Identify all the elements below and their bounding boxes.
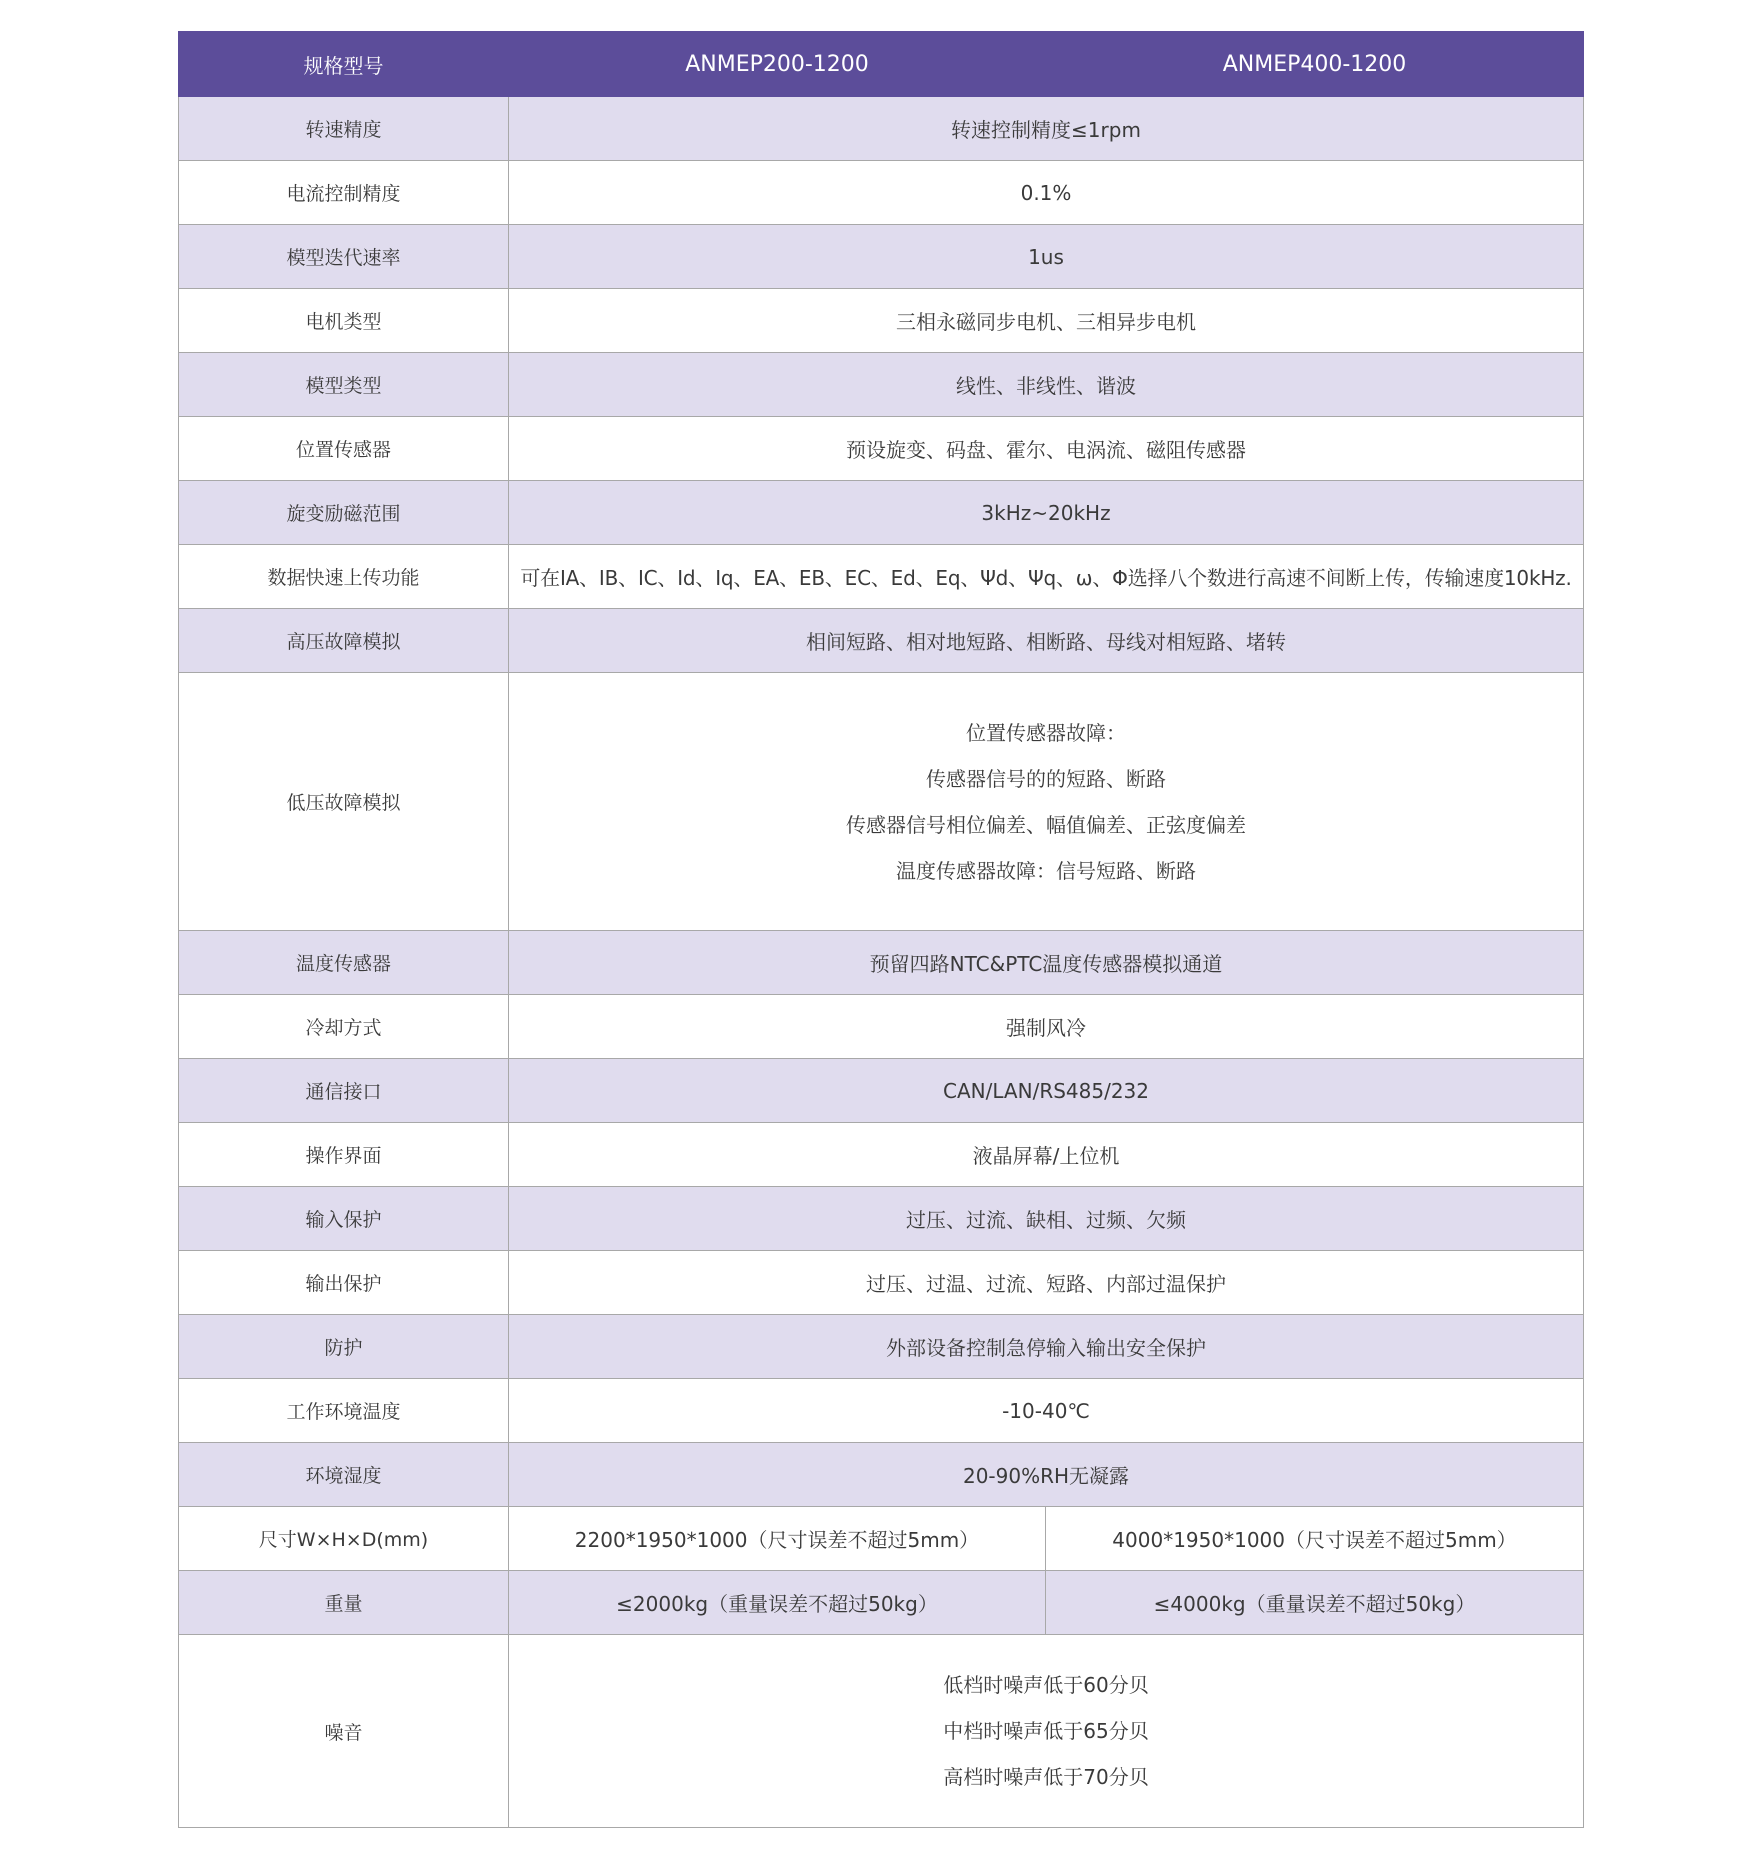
row-value-model-b: ≤4000kg（重量误差不超过50kg） <box>1046 1571 1584 1635</box>
row-value: 预设旋变、码盘、霍尔、电涡流、磁阻传感器 <box>509 417 1584 481</box>
row-model-type <box>179 353 1584 417</box>
row-humidity <box>179 1443 1584 1507</box>
row-label: 电流控制精度 <box>179 161 509 225</box>
row-operation-ui <box>179 1123 1584 1187</box>
row-label: 电机类型 <box>179 289 509 353</box>
row-cooling <box>179 995 1584 1059</box>
row-value: 过压、过温、过流、短路、内部过温保护 <box>509 1251 1584 1315</box>
row-model-iteration <box>179 225 1584 289</box>
row-label: 冷却方式 <box>179 995 509 1059</box>
row-value-lines <box>509 1635 1584 1828</box>
row-value: CAN/LAN/RS485/232 <box>509 1059 1584 1123</box>
row-value: 三相永磁同步电机、三相异步电机 <box>509 289 1584 353</box>
header-model-a: ANMEP200-1200 <box>509 32 1046 97</box>
row-value: 液晶屏幕/上位机 <box>509 1123 1584 1187</box>
spec-table <box>178 31 1584 1828</box>
row-current-accuracy <box>179 161 1584 225</box>
row-value: 转速控制精度≤1rpm <box>509 97 1584 161</box>
row-label: 通信接口 <box>179 1059 509 1123</box>
row-input-protection <box>179 1187 1584 1251</box>
row-label: 低压故障模拟 <box>179 673 509 931</box>
row-label: 旋变励磁范围 <box>179 481 509 545</box>
row-label: 输出保护 <box>179 1251 509 1315</box>
value-line: 高档时噪声低于70分贝 <box>943 1765 1149 1789</box>
row-value: 1us <box>509 225 1584 289</box>
row-value-model-a: 2200*1950*1000（尺寸误差不超过5mm） <box>509 1507 1046 1571</box>
header-model-b: ANMEP400-1200 <box>1046 32 1584 97</box>
row-weight <box>179 1571 1584 1635</box>
row-value: 过压、过流、缺相、过频、欠频 <box>509 1187 1584 1251</box>
row-hv-fault <box>179 609 1584 673</box>
row-label: 环境湿度 <box>179 1443 509 1507</box>
row-resolver-excitation <box>179 481 1584 545</box>
row-protection <box>179 1315 1584 1379</box>
row-label: 转速精度 <box>179 97 509 161</box>
row-label: 模型类型 <box>179 353 509 417</box>
value-line: 低档时噪声低于60分贝 <box>943 1673 1149 1697</box>
row-value: 强制风冷 <box>509 995 1584 1059</box>
row-label: 温度传感器 <box>179 931 509 995</box>
row-temperature-sensor <box>179 931 1584 995</box>
row-lv-fault <box>179 673 1584 931</box>
value-line: 传感器信号的的短路、断路 <box>926 766 1166 791</box>
row-dimensions <box>179 1507 1584 1571</box>
row-label: 模型迭代速率 <box>179 225 509 289</box>
row-value: 可在IA、IB、IC、Id、Iq、EA、EB、EC、Ed、Eq、Ψd、Ψq、ω、Φ选择八个数进行高速不间断上传，传输速度10kHz. <box>509 545 1584 609</box>
row-comm-interface <box>179 1059 1584 1123</box>
value-line: 中档时噪声低于65分贝 <box>943 1719 1149 1743</box>
row-label: 噪音 <box>179 1635 509 1828</box>
header-row <box>179 32 1584 97</box>
row-position-sensor <box>179 417 1584 481</box>
row-label: 输入保护 <box>179 1187 509 1251</box>
row-label: 高压故障模拟 <box>179 609 509 673</box>
row-data-upload <box>179 545 1584 609</box>
row-label: 位置传感器 <box>179 417 509 481</box>
row-operating-temperature <box>179 1379 1584 1443</box>
row-speed-accuracy <box>179 97 1584 161</box>
row-value: 外部设备控制急停输入输出安全保护 <box>509 1315 1584 1379</box>
row-value: 相间短路、相对地短路、相断路、母线对相短路、堵转 <box>509 609 1584 673</box>
row-value-model-b: 4000*1950*1000（尺寸误差不超过5mm） <box>1046 1507 1584 1571</box>
row-label: 重量 <box>179 1571 509 1635</box>
row-value: 0.1% <box>509 161 1584 225</box>
row-value-model-a: ≤2000kg（重量误差不超过50kg） <box>509 1571 1046 1635</box>
row-value: 20-90%RH无凝露 <box>509 1443 1584 1507</box>
row-output-protection <box>179 1251 1584 1315</box>
row-label: 工作环境温度 <box>179 1379 509 1443</box>
row-label: 尺寸W×H×D(mm) <box>179 1507 509 1571</box>
row-noise <box>179 1635 1584 1828</box>
row-value: -10-40℃ <box>509 1379 1584 1443</box>
header-spec-label: 规格型号 <box>179 32 509 97</box>
row-label: 数据快速上传功能 <box>179 545 509 609</box>
row-value: 3kHz~20kHz <box>509 481 1584 545</box>
row-label: 防护 <box>179 1315 509 1379</box>
row-motor-type <box>179 289 1584 353</box>
row-value-lines <box>509 673 1584 931</box>
row-label: 操作界面 <box>179 1123 509 1187</box>
row-value: 预留四路NTC&PTC温度传感器模拟通道 <box>509 931 1584 995</box>
value-line: 传感器信号相位偏差、幅值偏差、正弦度偏差 <box>846 812 1246 837</box>
row-value: 线性、非线性、谐波 <box>509 353 1584 417</box>
value-line: 温度传感器故障：信号短路、断路 <box>896 858 1196 883</box>
value-line: 位置传感器故障： <box>966 720 1126 745</box>
